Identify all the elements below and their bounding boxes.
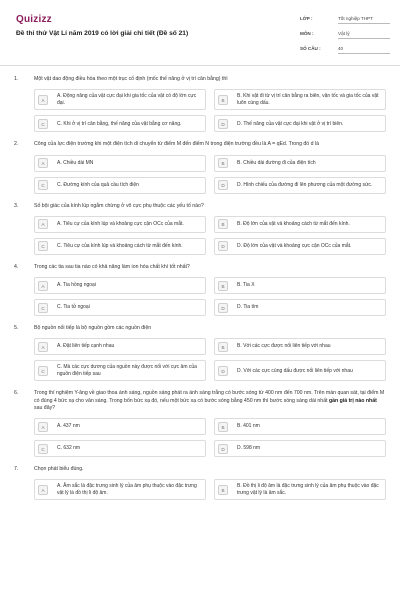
option-letter-badge: D xyxy=(218,241,228,251)
option-letter-badge: A xyxy=(38,158,48,168)
option-text: Âm sắc là đặc trưng sinh lý của âm phụ thuộc vào đặc trưng vật lý là đồ thị li độ âm. xyxy=(57,483,197,496)
option-letter-badge: D xyxy=(218,180,228,190)
question-text: Chọn phát biểu đúng. xyxy=(34,466,84,472)
answer-option-c[interactable] xyxy=(34,440,206,457)
question-number: 5. xyxy=(14,325,19,331)
question-4 xyxy=(0,264,400,316)
question-6 xyxy=(0,390,400,457)
option-letter-badge: B xyxy=(218,219,228,229)
option-text: Tia X xyxy=(243,282,255,289)
option-letter-badge: B xyxy=(218,342,228,352)
option-text: Độ lớn của vật và khoảng cực cận OCc của mắt. xyxy=(243,243,352,249)
option-text: Đường kính của quả cầu tích điện xyxy=(63,181,139,188)
question-number: 1. xyxy=(14,76,19,82)
answer-option-d[interactable] xyxy=(214,440,386,457)
answer-option-b[interactable] xyxy=(214,155,386,172)
option-text: Tia hồng ngoại xyxy=(63,282,96,289)
option-prefix: A. xyxy=(57,423,62,430)
question-number: 6. xyxy=(14,390,19,397)
option-text: Đồ thị li độ âm là đặc trưng sinh lý của âm phụ thuộc vào đặc trưng vật lý là âm sắc. xyxy=(237,483,379,496)
option-prefix: C. xyxy=(57,120,62,127)
question-text: Công của lực điện trường khi một điện tích di chuyển từ điểm M đến điểm N trong điện trường đều là A = qEd. Trong đó d là xyxy=(34,141,319,148)
option-prefix: C. xyxy=(57,181,62,188)
option-prefix: B. xyxy=(237,282,242,289)
option-text: Chiều dài MN xyxy=(63,159,94,166)
option-text: Động năng của vật cực đại khi gia tốc của vật có độ lớn cực đại. xyxy=(57,93,197,106)
answer-options xyxy=(34,338,386,381)
answer-options xyxy=(34,89,386,132)
option-prefix: B. xyxy=(237,221,242,227)
worksheet-header xyxy=(0,0,400,62)
option-prefix: A. xyxy=(57,282,62,289)
option-text: Với các cực cùng dấu được nối liên tiếp với nhau xyxy=(243,367,353,374)
answer-option-a[interactable] xyxy=(34,338,206,355)
option-letter-badge: A xyxy=(38,485,48,495)
option-prefix: D. xyxy=(237,445,242,452)
option-prefix: D. xyxy=(237,367,242,374)
option-prefix: C. xyxy=(57,304,62,311)
answer-option-b[interactable] xyxy=(214,418,386,435)
option-prefix: B. xyxy=(237,93,242,100)
question-text: Trong các tia sau tia nào có khả năng làm ion hóa chất khí tốt nhất? xyxy=(34,263,190,270)
question-1 xyxy=(0,76,400,132)
option-letter-badge: D xyxy=(218,444,228,454)
option-letter-badge: C xyxy=(38,366,48,376)
question-text: Số bội giác của kính lúp ngắm chừng ở vô cực phụ thuộc các yếu tố nào? xyxy=(34,202,204,209)
question-list xyxy=(0,76,400,509)
option-text: Với các cực được nối liên tiếp với nhau xyxy=(243,343,331,350)
option-prefix: B. xyxy=(237,483,242,490)
option-prefix: D. xyxy=(237,120,242,127)
answer-option-a[interactable] xyxy=(34,89,206,110)
option-letter-badge: D xyxy=(218,119,228,129)
option-text: Tia tím xyxy=(243,304,259,311)
option-prefix: D. xyxy=(237,243,242,249)
answer-option-d[interactable] xyxy=(214,299,386,316)
option-text: Tia tử ngoại xyxy=(63,304,90,311)
option-text: Tiêu cự của kính lúp và khoảng cực cận OCc của mắt. xyxy=(63,221,184,227)
answer-option-c[interactable] xyxy=(34,299,206,316)
option-letter-badge: B xyxy=(218,422,228,432)
header-divider xyxy=(0,65,400,66)
question-text-part: Trong thí nghiệm Y-âng về giao thoa ánh sáng, nguồn sáng phát ra ánh sáng trắng có bước sóng từ 400 nm đến 700 nm. Trên màn quan sát, tại điểm M có đúng 4 bức xạ cho vân sáng. Trong bốn bức xạ đó, nếu một bức xạ có bước sóng bằng 450 nm thì bước sóng sáng dài nhất xyxy=(34,390,385,404)
option-letter-badge: B xyxy=(218,281,228,291)
answer-option-d[interactable] xyxy=(214,115,386,132)
option-text: Tiêu cự của kính lúp và khoảng cách từ mắt đến kính. xyxy=(63,243,183,249)
quizizz-logo: Quizizz xyxy=(16,14,52,25)
option-letter-badge: C xyxy=(38,444,48,454)
option-letter-badge: C xyxy=(38,119,48,129)
answer-options xyxy=(34,479,386,500)
answer-option-a[interactable] xyxy=(34,418,206,435)
question-text-part: sau đây? xyxy=(34,404,56,411)
worksheet-meta xyxy=(300,13,390,58)
option-prefix: C. xyxy=(57,445,62,452)
question-text xyxy=(34,390,386,412)
question-number: 4. xyxy=(14,263,19,270)
answer-options xyxy=(34,155,386,194)
option-letter-badge: B xyxy=(218,95,228,105)
question-number: 2. xyxy=(14,141,19,148)
answer-option-a[interactable] xyxy=(34,155,206,172)
question-number: 3. xyxy=(14,202,19,209)
option-letter-badge: B xyxy=(218,158,228,168)
question-number: 7. xyxy=(14,466,19,472)
option-prefix: D. xyxy=(237,304,242,311)
option-text: 632 nm xyxy=(63,445,81,452)
option-prefix: A. xyxy=(57,221,62,227)
answer-options xyxy=(34,277,386,316)
answer-option-d[interactable] xyxy=(214,238,386,255)
question-text: Bộ nguồn nối tiếp là bộ nguồn gồm các nguồn điện xyxy=(34,325,152,331)
question-5 xyxy=(0,325,400,381)
option-letter-badge: A xyxy=(38,422,48,432)
option-text: 401 nm xyxy=(243,423,260,430)
option-prefix: C. xyxy=(57,243,62,249)
meta-row-class xyxy=(300,13,390,28)
answer-option-b[interactable] xyxy=(214,277,386,294)
meta-row-subject xyxy=(300,28,390,43)
option-prefix: B. xyxy=(237,343,242,350)
option-letter-badge: B xyxy=(218,485,228,495)
answer-options xyxy=(34,418,386,457)
meta-label: SỐ CÂU : xyxy=(300,46,321,51)
option-prefix: B. xyxy=(237,159,242,166)
answer-option-c[interactable] xyxy=(34,360,206,381)
option-letter-badge: C xyxy=(38,303,48,313)
question-3 xyxy=(0,203,400,255)
option-letter-badge: D xyxy=(218,303,228,313)
answer-options xyxy=(34,216,386,255)
option-letter-badge: A xyxy=(38,219,48,229)
answer-option-d[interactable] xyxy=(214,177,386,194)
question-text: Một vật dao động điều hòa theo một trục cố định (mốc thế năng ở vị trí cân bằng) thì xyxy=(34,76,228,82)
option-prefix: C. xyxy=(57,364,62,371)
option-prefix: B. xyxy=(237,423,242,430)
worksheet-title: Đề thi thử Vật Lí năm 2019 có lời giải chi tiết (Đề số 21) xyxy=(16,30,189,37)
answer-option-c[interactable] xyxy=(34,238,206,255)
option-prefix: A. xyxy=(57,93,62,100)
meta-label: MÔN : xyxy=(300,31,314,36)
option-letter-badge: A xyxy=(38,281,48,291)
option-text: 437 nm xyxy=(63,423,80,430)
option-prefix: D. xyxy=(237,181,242,188)
answer-option-c[interactable] xyxy=(34,115,206,132)
option-letter-badge: A xyxy=(38,95,48,105)
meta-value: Vật lý xyxy=(338,31,390,39)
answer-option-d[interactable] xyxy=(214,360,386,381)
question-2 xyxy=(0,141,400,193)
option-letter-badge: D xyxy=(218,366,228,376)
option-prefix: A. xyxy=(57,343,62,350)
option-text: Đặt liên tiếp cạnh nhau xyxy=(63,343,115,350)
option-text: Chiều dài đường đi của điện tích xyxy=(243,159,316,166)
answer-option-b[interactable] xyxy=(214,338,386,355)
question-emphasis: gần giá trị nào nhất xyxy=(328,397,377,404)
option-text: Khi ở vị trí cân bằng, thế năng của vật bằng cơ năng. xyxy=(63,120,182,127)
option-letter-badge: C xyxy=(38,241,48,251)
meta-label: LỚP : xyxy=(300,16,313,21)
option-prefix: A. xyxy=(57,483,62,490)
answer-option-c[interactable] xyxy=(34,177,206,194)
option-letter-badge: C xyxy=(38,180,48,190)
answer-option-a[interactable] xyxy=(34,277,206,294)
option-text: Mà các cực dương của nguồn này được nối với cực âm của nguồn điện tiếp sau xyxy=(57,364,197,377)
answer-option-a[interactable] xyxy=(34,216,206,233)
option-letter-badge: A xyxy=(38,342,48,352)
meta-row-question-count xyxy=(300,43,390,58)
option-text: Khi vật đi từ vị trí cân bằng ra biên, vận tốc và gia tốc của vật luôn cùng dấu. xyxy=(237,93,379,106)
option-text: Độ lớn của vật và khoảng cách từ mắt đến kính. xyxy=(243,221,350,227)
answer-option-a[interactable] xyxy=(34,479,206,500)
meta-value: 40 xyxy=(338,46,390,54)
question-7 xyxy=(0,466,400,500)
option-text: 598 nm xyxy=(243,445,261,452)
option-text: Hình chiếu của đường đi lên phương của một đường sức. xyxy=(243,181,373,188)
answer-option-b[interactable] xyxy=(214,216,386,233)
answer-option-b[interactable] xyxy=(214,89,386,110)
answer-option-b[interactable] xyxy=(214,479,386,500)
meta-value: Tốt nghiệp THPT xyxy=(338,16,390,24)
option-text: Thế năng của vật cực đại khi vật ở vị trí biên. xyxy=(243,120,344,127)
option-prefix: A. xyxy=(57,159,62,166)
